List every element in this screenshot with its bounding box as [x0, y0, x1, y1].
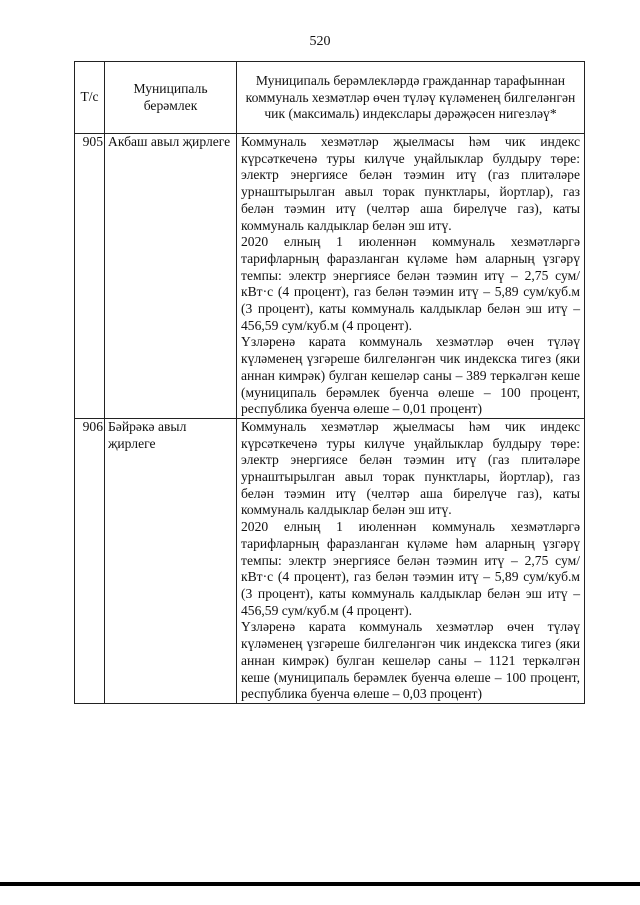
page-bottom-border: [0, 882, 640, 886]
row-municipality-name: Бәйрәкә авыл җирлеге: [105, 418, 237, 703]
row-municipality-name: Акбаш авыл җирлеге: [105, 134, 237, 419]
header-description: Муниципаль берәмлекләрдә гражданнар тарафыннан коммуналь хезмәтләр өчен түләү күләменең билгеләнгән чик (максималь) индекслары дәрәҗәсен нигезләү*: [237, 62, 585, 134]
description-paragraph: 2020 елның 1 июленнән коммуналь хезмәтләргә тарифларның фаразланган күләме һәм аларның үзгәрү темпы: электр энергиясе белән тәэмин итү – 2,75 сум/кВт·с (4 процент), газ белән тәэмин итү – 5,89 сум/куб.м (3 процент), каты коммуналь калдыклар белән эш итү – 456,59 сум/куб.м (4 процент).: [241, 234, 580, 333]
page-number: 520: [309, 34, 331, 49]
description-paragraph: Үзләренә карата коммуналь хезмәтләр өчен түләү күләменең үзгәреше билгеләнгән чик индекска тигез (яки аннан кимрәк) булган кешеләр саны – 1121 теркәлгән кеше (муниципаль берәмлек буенча өлеше – 100 процент, республика буенча өлеше – 0,03 процент): [241, 619, 580, 702]
description-paragraph: 2020 елның 1 июленнән коммуналь хезмәтләргә тарифларның фаразланган күләме һәм аларның үзгәрү темпы: электр энергиясе белән тәэмин итү – 2,75 сум/кВт·с (4 процент), газ белән тәэмин итү – 5,89 сум/куб.м (3 процент), каты коммуналь калдыклар белән эш итү – 456,59 сум/куб.м (4 процент).: [241, 519, 580, 618]
tariff-index-table: [74, 61, 585, 704]
table-row: [75, 418, 585, 703]
header-municipality: Муниципаль берәмлек: [105, 62, 237, 134]
table-header-row: [75, 62, 585, 134]
header-number: Т/с: [75, 62, 105, 134]
row-description: [237, 134, 585, 419]
description-paragraph: Коммуналь хезмәтләр җыелмасы һәм чик индекс күрсәткеченә туры килүче уңайлыклар булдыру төре: электр энергиясе белән тәэмин итү (газ плитәләре урнаштырылган авыл торак пунктлары, йортлар), газ белән тәэмин итү (челтәр аша бирелүче газ), каты коммуналь калдыклар белән эш итү.: [241, 134, 580, 233]
row-number: 905: [75, 134, 105, 419]
table-row: [75, 134, 585, 419]
description-paragraph: Коммуналь хезмәтләр җыелмасы һәм чик индекс күрсәткеченә туры килүче уңайлыклар булдыру төре: электр энергиясе белән тәэмин итү (газ плитәләре урнаштырылган авыл торак пунктлары, йортлар), газ белән тәэмин итү (челтәр аша бирелүче газ), каты коммуналь калдыклар белән эш итү.: [241, 418, 580, 518]
row-number: 906: [75, 418, 105, 703]
row-description: [237, 418, 585, 703]
description-paragraph: Үзләренә карата коммуналь хезмәтләр өчен түләү күләменең үзгәреше билгеләнгән чик индекска тигез (яки аннан кимрәк) булган кешеләр саны – 389 теркәлгән кеше (муниципаль берәмлек буенча өлеше – 100 процент, республика буенча өлеше – 0,01 процент): [241, 334, 580, 417]
